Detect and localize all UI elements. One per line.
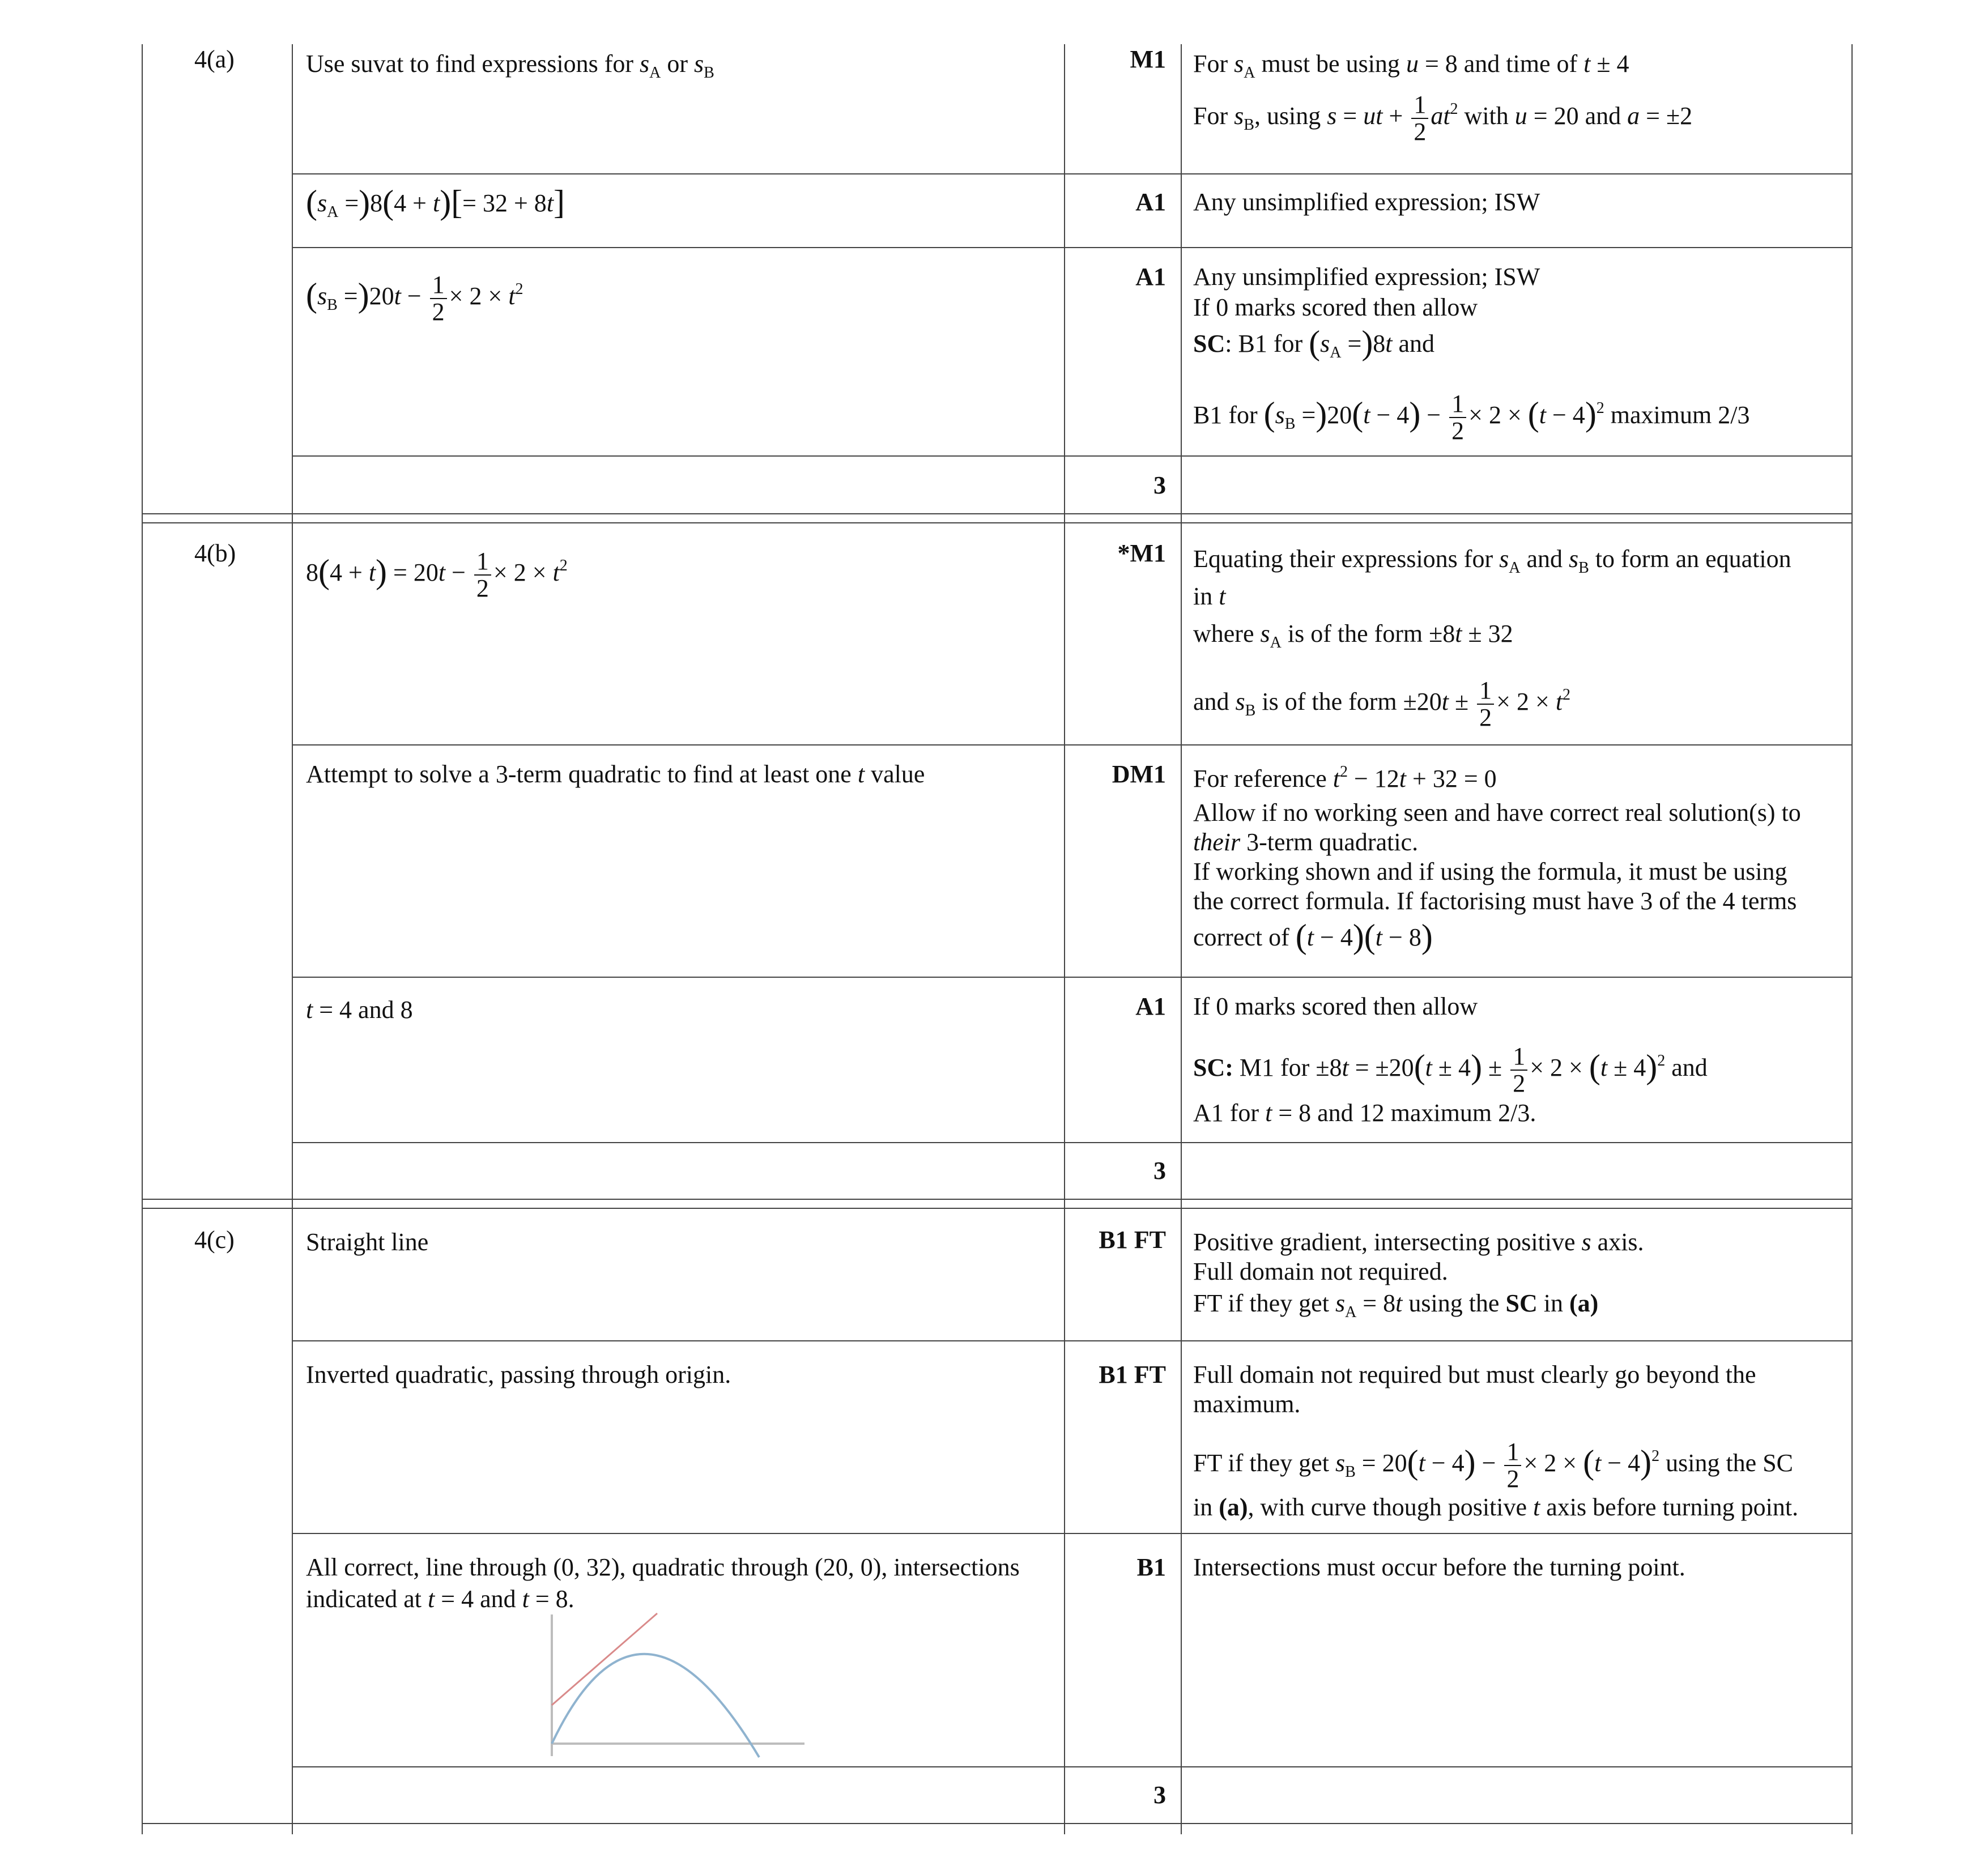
mark-4c-row2: B1 FT bbox=[1099, 1361, 1166, 1388]
table-border-left bbox=[142, 44, 143, 1834]
answer-4c-row1: Straight line bbox=[306, 1228, 429, 1256]
row-divider bbox=[292, 744, 1853, 745]
row-divider bbox=[292, 455, 1853, 457]
section-divider bbox=[142, 1199, 1853, 1200]
answer-4c-row3-line1: All correct, line through (0, 32), quadratic through (20, 0), intersections bbox=[306, 1553, 1020, 1581]
table-border-bottom bbox=[142, 1823, 1853, 1824]
row-divider bbox=[292, 173, 1853, 174]
answer-4a-row3: $(s_B =)20t$ − $\frac{1}{2}$ × $2 \times t^2$ bbox=[306, 271, 523, 326]
total-4c: 3 bbox=[1153, 1781, 1166, 1809]
guidance-4b-row3-line3: A1 for t = 8 and 12 maximum 2/3. bbox=[1193, 1099, 1536, 1127]
answer-4c-row3-line2: indicated at t = 4 and t = 8. bbox=[306, 1585, 574, 1613]
question-label-4a: 4(a) bbox=[194, 45, 235, 73]
mark-4c-row3: B1 bbox=[1136, 1553, 1166, 1581]
answer-4b-row1: 8(4 + t) = 20t − $\frac{1}{2}$ × $2 \times t^2$ bbox=[306, 547, 568, 602]
section-divider bbox=[142, 1208, 1853, 1209]
guidance-4c-row2-line1: Full domain not required but must clearly go beyond the bbox=[1193, 1361, 1756, 1388]
guidance-4c-row2-line3: FT if they get $s_B = 20(t - 4)$ − $\frac{1}{2}$ × $2 \times (t - 4)^2$ using the SC bbox=[1193, 1438, 1794, 1493]
guidance-4a-row1-line1: For $s_A$ must be using u = 8 and time of t ± 4 bbox=[1193, 50, 1629, 82]
guidance-4a-row2: Any unsimplified expression; ISW bbox=[1193, 188, 1540, 216]
row-divider bbox=[292, 1142, 1853, 1143]
mark-4b-row1: *M1 bbox=[1117, 539, 1166, 567]
guidance-4b-row2-line5: the correct formula. If factorising must have 3 of the 4 terms bbox=[1193, 887, 1797, 915]
guidance-4a-row3-line1: Any unsimplified expression; ISW bbox=[1193, 263, 1540, 291]
guidance-4c-row1-line2: Full domain not required. bbox=[1193, 1258, 1448, 1285]
guidance-4b-row1-line3: where $s_A$ is of the form ±8t ± 32 bbox=[1193, 620, 1513, 651]
guidance-4a-row3-line4: B1 for $(s_B =)20(t - 4)$ − $\frac{1}{2}$ × $2 \times (t - 4)^2$ maximum 2/3 bbox=[1193, 390, 1750, 445]
guidance-4b-row3-line2: SC: M1 for ±8t = ±20(t ± 4) ± $\frac{1}{2}$ × $2 \times (t \pm 4)^2$ and bbox=[1193, 1042, 1708, 1097]
guidance-4a-row3-line2: If 0 marks scored then allow bbox=[1193, 293, 1478, 321]
answer-4c-row2: Inverted quadratic, passing through origin. bbox=[306, 1361, 731, 1388]
row-divider bbox=[292, 247, 1853, 248]
guidance-4b-row2-line4: If working shown and if using the formula, it must be using bbox=[1193, 858, 1787, 885]
question-label-4b: 4(b) bbox=[194, 539, 236, 567]
guidance-4b-row3-line1: If 0 marks scored then allow bbox=[1193, 992, 1478, 1020]
straight-line bbox=[552, 1613, 657, 1705]
guidance-4b-row2-line2: Allow if no working seen and have correct real solution(s) to bbox=[1193, 799, 1801, 827]
answer-4b-row3: t = 4 and 8 bbox=[306, 996, 413, 1024]
guidance-4a-row3-line3: SC: B1 for $(s_A =)8t$ and bbox=[1193, 324, 1435, 361]
row-divider bbox=[292, 1340, 1853, 1341]
row-divider bbox=[292, 977, 1853, 978]
guidance-4c-row2-line4: in (a), with curve though positive t axis before turning point. bbox=[1193, 1493, 1799, 1521]
guidance-4b-row2-line3: their 3-term quadratic. bbox=[1193, 828, 1419, 856]
row-divider bbox=[292, 1533, 1853, 1534]
answer-4a-row1: Use suvat to find expressions for $s_A$ or $s_B$ bbox=[306, 50, 714, 82]
guidance-4b-row2-line6: correct of (t − 4)(t − 8) bbox=[1193, 918, 1433, 955]
column-divider-question bbox=[292, 44, 293, 1834]
guidance-4c-row1-line1: Positive gradient, intersecting positive s axis. bbox=[1193, 1228, 1644, 1256]
mark-4c-row1: B1 FT bbox=[1099, 1226, 1166, 1254]
guidance-4c-row3: Intersections must occur before the turning point. bbox=[1193, 1553, 1685, 1581]
column-divider-marks bbox=[1181, 44, 1182, 1834]
row-divider bbox=[292, 1766, 1853, 1767]
mark-4a-row1: M1 bbox=[1130, 45, 1166, 73]
sketch-graph bbox=[544, 1609, 816, 1767]
guidance-4a-row1-line2: For $s_B$, using s = ut + $\frac{1}{2}$ $at^2$ with u = 20 and a = ±2 bbox=[1193, 91, 1693, 146]
mark-4b-row3: A1 bbox=[1135, 992, 1166, 1020]
section-divider bbox=[142, 522, 1853, 523]
answer-4a-row2: $(s_A =)8(4 + t)[= 32 + 8t]$ bbox=[306, 184, 565, 221]
guidance-4b-row2-line1: For reference $t^2 - 12t + 32 = 0$ bbox=[1193, 763, 1497, 793]
guidance-4b-row1-line1: Equating their expressions for $s_A$ and $s_B$ to form an equation bbox=[1193, 545, 1791, 577]
guidance-4c-row2-line2: maximum. bbox=[1193, 1390, 1301, 1418]
quadratic-curve bbox=[552, 1654, 759, 1757]
mark-4a-row3: A1 bbox=[1135, 263, 1166, 291]
guidance-4b-row1-line2: in t bbox=[1193, 582, 1226, 610]
mark-4b-row2: DM1 bbox=[1112, 760, 1166, 788]
mark-4a-row2: A1 bbox=[1135, 188, 1166, 216]
answer-4b-row2: Attempt to solve a 3-term quadratic to find at least one t value bbox=[306, 760, 925, 788]
question-label-4c: 4(c) bbox=[194, 1226, 235, 1254]
table-border-right bbox=[1851, 44, 1853, 1834]
section-divider bbox=[142, 513, 1853, 514]
total-4b: 3 bbox=[1153, 1157, 1166, 1185]
guidance-4c-row1-line3: FT if they get $s_A = 8t$ using the SC in (a) bbox=[1193, 1289, 1599, 1321]
total-4a: 3 bbox=[1153, 471, 1166, 499]
guidance-4b-row1-line4: and $s_B$ is of the form ±20t ± $\frac{1}{2}$ × $2 \times t^2$ bbox=[1193, 676, 1571, 731]
